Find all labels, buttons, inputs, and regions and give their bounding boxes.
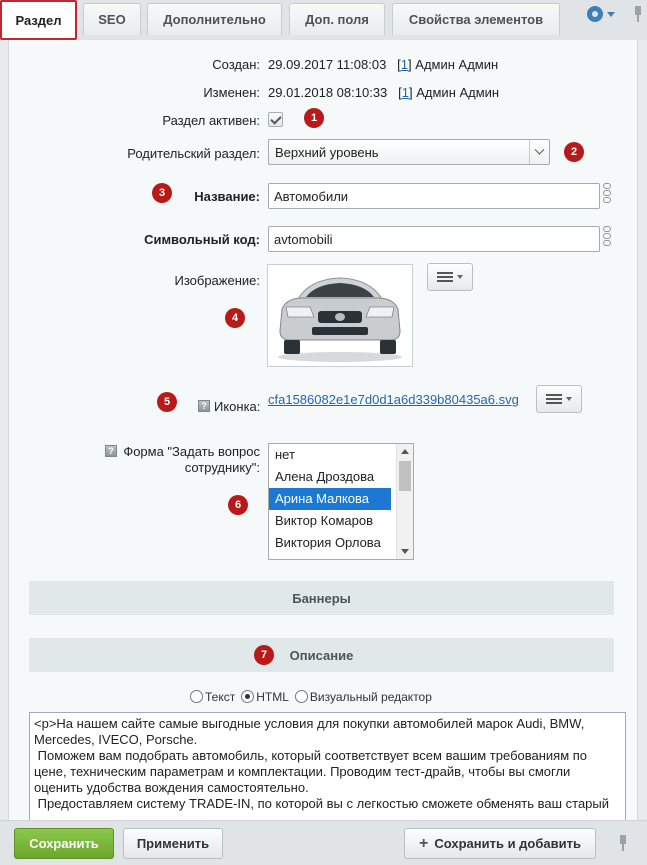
apply-button[interactable]: Применить [123, 828, 223, 859]
code-input[interactable] [268, 226, 600, 252]
modified-label: Изменен: [203, 85, 260, 100]
menu-icon [546, 394, 562, 404]
icon-menu-button[interactable] [536, 385, 582, 413]
parent-select[interactable]: Верхний уровень [268, 139, 550, 165]
list-option[interactable]: Алена Дроздова [275, 469, 375, 484]
badge-2: 2 [564, 142, 584, 162]
help-icon[interactable]: ? [105, 445, 117, 457]
badge-3: 3 [152, 183, 172, 203]
scroll-down-icon[interactable] [401, 549, 409, 554]
link-icon[interactable] [602, 183, 612, 205]
radio-visual[interactable]: Визуальный редактор [295, 690, 432, 704]
badge-7: 7 [254, 645, 274, 665]
pin-icon[interactable] [618, 835, 628, 851]
modified-value: 29.01.2018 08:10:33 [1] Админ Админ [268, 85, 500, 100]
description-section[interactable] [29, 638, 614, 672]
active-checkbox[interactable] [268, 112, 283, 127]
name-label: Название: [194, 189, 260, 204]
tab-seo[interactable]: SEO [83, 3, 141, 35]
badge-4: 4 [225, 308, 245, 328]
save-and-add-button[interactable]: + Сохранить и добавить [404, 828, 596, 859]
active-label: Раздел активен: [162, 113, 260, 128]
tab-section[interactable]: Раздел [0, 0, 77, 40]
code-label: Символьный код: [144, 232, 260, 247]
badge-1: 1 [304, 108, 324, 128]
image-thumbnail[interactable] [267, 264, 413, 367]
menu-icon [437, 272, 453, 282]
list-option[interactable]: Виктория Орлова [275, 535, 381, 550]
banners-section[interactable]: Баннеры [29, 581, 614, 615]
created-label: Создан: [212, 57, 260, 72]
chevron-down-icon [566, 397, 572, 401]
car-image [268, 265, 412, 366]
chevron-down-icon [529, 140, 549, 164]
save-button[interactable]: Сохранить [14, 828, 114, 859]
chevron-down-icon[interactable] [607, 12, 615, 17]
tab-bar [0, 0, 647, 40]
footer-toolbar [0, 820, 647, 865]
parent-label: Родительский раздел: [127, 146, 260, 161]
pin-icon[interactable] [633, 6, 643, 22]
link-icon[interactable] [602, 226, 612, 248]
image-menu-button[interactable] [427, 263, 473, 291]
plus-icon: + [419, 834, 429, 852]
radio-icon[interactable] [241, 690, 254, 703]
editor-mode-switch [190, 690, 438, 704]
form-label-line1: Форма "Задать вопрос [123, 444, 260, 459]
tab-extra-fields[interactable]: Доп. поля [289, 3, 385, 35]
radio-html[interactable]: HTML [241, 690, 289, 704]
image-label: Изображение: [174, 273, 260, 288]
list-option[interactable]: нет [275, 447, 295, 462]
tab-element-properties[interactable]: Свойства элементов [392, 3, 560, 35]
list-option[interactable]: Виктор Комаров [275, 513, 373, 528]
modified-user-link[interactable]: 1 [401, 85, 409, 100]
radio-icon[interactable] [190, 690, 203, 703]
created-user-link[interactable]: 1 [400, 57, 409, 72]
name-input[interactable] [268, 183, 600, 209]
form-label-line2: сотруднику": [184, 460, 260, 475]
chevron-down-icon [457, 275, 463, 279]
tab-additional[interactable]: Дополнительно [147, 3, 282, 35]
scroll-up-icon[interactable] [401, 449, 409, 454]
description-textarea[interactable]: <p>На нашем сайте самые выгодные условия для покупки автомобилей марок Audi, BMW, Mercedes, IVECO, Porsche. Поможем вам подобрать автомобиль, который соответствует всем вашим требованиям по цене, техническим параметрам и комплектации. Проводим тест-драйв, чтобы вы смогли оценить удобства вождения самостоятельно. Предоставляем систему TRADE-IN, по которой вы с легкостью сможете обменять ваш старый [29, 712, 626, 820]
icon-file-link[interactable]: cfa1586082e1e7d0d1a6d339b80435a6.svg [268, 392, 519, 407]
radio-icon[interactable] [295, 690, 308, 703]
scroll-thumb[interactable] [399, 461, 411, 491]
radio-text[interactable]: Текст [190, 690, 235, 704]
icon-label: Иконка: [214, 399, 261, 414]
section-form [8, 40, 638, 820]
form-employee-listbox[interactable] [268, 443, 414, 560]
created-value: 29.09.2017 11:08:03 [1] Админ Админ [268, 57, 499, 72]
description-section-title: Описание [289, 647, 354, 663]
badge-5: 5 [157, 392, 177, 412]
listbox-scrollbar[interactable] [396, 444, 413, 559]
help-icon[interactable]: ? [198, 400, 210, 412]
gear-icon[interactable] [587, 6, 603, 22]
list-option-selected[interactable]: Арина Малкова [269, 488, 391, 510]
badge-6: 6 [228, 495, 248, 515]
